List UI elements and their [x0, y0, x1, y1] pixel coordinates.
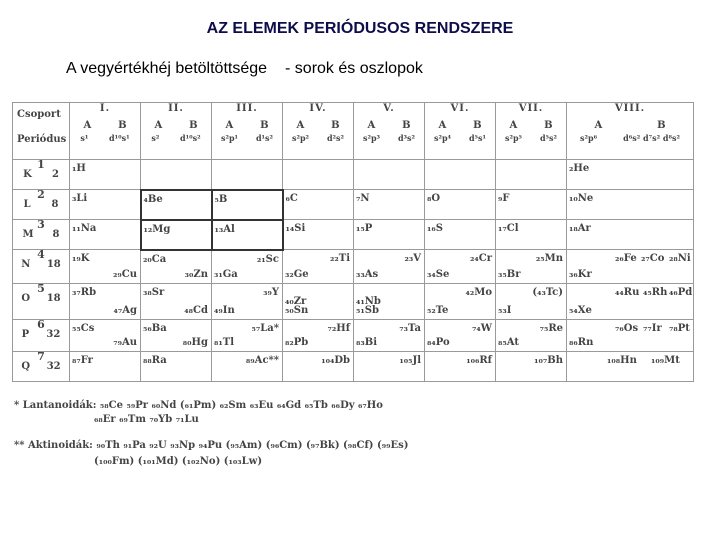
- element-Se: ₃₄Se: [427, 269, 450, 280]
- actinides-row: [14, 440, 408, 451]
- element-Ru: ₄₄Ru: [615, 287, 640, 298]
- actinides-label: ** Aktinoidák:: [14, 440, 93, 451]
- element-Mo: ₄₂Mo: [465, 287, 492, 298]
- element-Au: ₇₉Au: [113, 337, 137, 348]
- group-name: VIII.: [614, 103, 646, 114]
- lanthanides-row: [14, 400, 383, 411]
- group-b: B: [331, 120, 340, 131]
- element-Jl: ₁₀₅Jl: [399, 355, 421, 366]
- config-b: d¹s²: [255, 133, 274, 143]
- element-Ne: ₁₀Ne: [569, 193, 594, 204]
- element-Nb: ₄₁Nb: [356, 296, 381, 307]
- group-header-V: [354, 103, 425, 160]
- group-a: A: [438, 120, 447, 131]
- period-label: 7 Q 32: [13, 352, 70, 382]
- element-Ga: ₃₁Ga: [214, 269, 238, 280]
- config-a: s²p⁶: [580, 133, 598, 143]
- element-Ag: ₄₇Ag: [113, 305, 137, 316]
- element-Cr: ₂₄Cr: [470, 253, 492, 264]
- period-row-4: [13, 250, 694, 284]
- element-At: ₈₅At: [498, 337, 519, 348]
- config-b: d²s²: [326, 133, 345, 143]
- element-Hf: ₇₂Hf: [327, 323, 350, 334]
- element-Ac: ₈₉Ac**: [245, 355, 279, 366]
- periodus-label: Periódus: [17, 134, 67, 145]
- element-Cl: ₁₇Cl: [498, 223, 519, 234]
- element-Rb: ₃₇Rb: [72, 287, 97, 298]
- csoport-label: Csoport: [17, 109, 61, 120]
- element-I: ₅₃I: [498, 305, 512, 316]
- group-header-IV: [283, 103, 354, 160]
- element-Fr: ₈₇Fr: [72, 355, 93, 366]
- element-As: ₃₃As: [356, 269, 379, 280]
- period-row-1: [13, 160, 694, 190]
- element-Re: ₇₅Re: [539, 323, 563, 334]
- element-C: ₆C: [285, 193, 298, 204]
- element-Zr: ₄₀Zr: [285, 296, 307, 307]
- config-a: s²p⁵: [504, 133, 523, 143]
- lanthanides-list-1: ₅₈Ce ₅₉Pr ₆₀Nd (₆₁Pm) ₆₂Sm ₆₃Eu ₆₄Gd ₆₅Tb ₆₆Dy ₆₇Ho: [99, 400, 383, 411]
- actinides-list-2: (₁₀₀Fm) (₁₀₁Md) (₁₀₂No) (₁₀₃Lw): [94, 456, 263, 467]
- element-In: ₄₉In: [214, 305, 235, 316]
- element-Tc: (₄₃Tc): [532, 287, 563, 298]
- element-Xe: ₅₄Xe: [569, 305, 592, 316]
- config-a: s²p¹: [220, 133, 239, 143]
- config-a: s²p⁴: [433, 133, 452, 143]
- element-Y: ₃₉Y: [263, 287, 279, 298]
- config-b: d¹⁰s²: [180, 133, 201, 143]
- group-b: B: [118, 120, 127, 131]
- element-B: ₅B: [214, 193, 228, 205]
- group-b: B: [473, 120, 482, 131]
- element-Br: ₃₅Br: [498, 269, 521, 280]
- element-V: ₂₃V: [404, 253, 421, 264]
- element-O: ₈O: [427, 193, 441, 204]
- element-S: ₁₆S: [427, 223, 443, 234]
- subtitle-left: A vegyértékhéj betöltöttsége: [66, 60, 268, 77]
- config-a: s¹: [80, 133, 89, 143]
- group-name: IV.: [309, 103, 327, 114]
- element-Pd: ₄₆Pd: [669, 287, 693, 298]
- element-Kr: ₃₆Kr: [569, 269, 592, 280]
- lanthanides-label: * Lantanoidák:: [14, 400, 97, 411]
- element-Pb: ₈₂Pb: [285, 337, 309, 348]
- element-Mg: ₁₂Mg: [143, 223, 171, 235]
- group-header-VII: [496, 103, 567, 160]
- config-b: d⁶s² d⁷s² d⁸s²: [623, 133, 680, 143]
- group-name: I.: [99, 103, 111, 114]
- group-header-I: [70, 103, 141, 160]
- page-title: AZ ELEMEK PERIÓDUSOS RENDSZERE: [206, 20, 514, 37]
- element-Fe: ₂₆Fe: [615, 253, 637, 264]
- group-name: VII.: [518, 103, 544, 114]
- group-name: VI.: [450, 103, 470, 114]
- group-a: A: [367, 120, 376, 131]
- element-Rh: ₄₅Rh: [643, 287, 668, 298]
- period-row-2: [13, 190, 694, 220]
- period-row-6: [13, 320, 694, 352]
- config-a: s²: [151, 133, 160, 143]
- element-cell: [567, 160, 694, 190]
- element-Ta: ₇₃Ta: [399, 323, 421, 334]
- element-Cd: ₄₈Cd: [184, 305, 208, 316]
- element-Bi: ₈₃Bi: [356, 337, 378, 348]
- group-b: B: [657, 120, 666, 131]
- element-cell: [70, 160, 141, 190]
- element-Cs: ₅₅Cs: [72, 323, 95, 334]
- group-b: B: [544, 120, 553, 131]
- element-Na: ₁₁Na: [72, 223, 97, 234]
- element-Si: ₁₄Si: [285, 223, 306, 234]
- element-Tl: ₈₁Tl: [214, 337, 234, 348]
- periodic-table: [12, 102, 694, 382]
- lanthanides-list-2: ₆₈Er ₆₉Tm ₇₀Yb ₇₁Lu: [94, 414, 199, 425]
- group-header-III: [212, 103, 283, 160]
- group-b: B: [402, 120, 411, 131]
- element-La: ₅₇La*: [251, 323, 279, 334]
- config-b: d³s²: [397, 133, 416, 143]
- element-Cu: ₂₉Cu: [113, 269, 137, 280]
- element-Hg: ₈₀Hg: [182, 337, 208, 348]
- element-He: ₂He: [569, 163, 590, 174]
- period-label: 1 K 2: [13, 160, 70, 190]
- element-Be: ₄Be: [143, 193, 163, 205]
- element-Ni: ₂₈Ni: [669, 253, 691, 264]
- group-a: A: [296, 120, 305, 131]
- element-H: ₁H: [72, 163, 86, 174]
- group-a: A: [154, 120, 163, 131]
- config-a: s²p²: [291, 133, 310, 143]
- element-N: ₇N: [356, 193, 370, 204]
- period-label: 6 P 32: [13, 320, 70, 352]
- element-Pt: ₇₈Pt: [669, 323, 690, 334]
- element-Al: ₁₃Al: [214, 223, 235, 235]
- element-W: ₇₄W: [472, 323, 492, 334]
- element-F: ₉F: [498, 193, 510, 204]
- period-label: 3 M 8: [13, 220, 70, 250]
- group-header-VI: [425, 103, 496, 160]
- period-label: 5 O 18: [13, 284, 70, 320]
- group-name: V.: [383, 103, 395, 114]
- group-b: B: [260, 120, 269, 131]
- element-Ca: ₂₀Ca: [143, 253, 167, 265]
- element-Mn: ₂₅Mn: [535, 253, 563, 264]
- element-Ra: ₈₈Ra: [143, 355, 167, 366]
- element-Hn: ₁₀₈Hn: [607, 355, 637, 366]
- element-Co: ₂₇Co: [641, 253, 665, 264]
- config-b: d⁵s¹: [468, 133, 487, 143]
- group-a: A: [83, 120, 92, 131]
- config-a: s²p³: [362, 133, 381, 143]
- element-Mt: ₁₀₉Mt: [651, 355, 680, 366]
- element-Bh: ₁₀₇Bh: [534, 355, 563, 366]
- period-row-3: [13, 220, 694, 250]
- element-Li: ₃Li: [72, 193, 88, 204]
- element-K: ₁₉K: [72, 253, 90, 264]
- element-Rf: ₁₀₆Rf: [466, 355, 492, 366]
- element-Po: ₈₄Po: [427, 337, 450, 348]
- element-Te: ₅₂Te: [427, 305, 449, 316]
- period-label: 2 L 8: [13, 190, 70, 220]
- config-b: d⁵s²: [539, 133, 558, 143]
- element-Sc: ₂₁Sc: [256, 253, 279, 265]
- group-name: III.: [236, 103, 258, 114]
- config-b: d¹⁰s¹: [109, 133, 130, 143]
- corner-cell: [13, 103, 70, 160]
- element-Ir: ₇₇Ir: [643, 323, 662, 334]
- group-header-II: [141, 103, 212, 160]
- period-row-5: [13, 284, 694, 320]
- element-Ti: ₂₂Ti: [330, 253, 350, 264]
- actinides-list-1: ₉₀Th ₉₁Pa ₉₂U ₉₃Np ₉₄Pu (₉₅Am) (₉₆Cm) (₉₇Bk) (₉₈Cf) (₉₉Es): [96, 440, 409, 451]
- group-header-VIII: [567, 103, 694, 160]
- periodic-table-scan: [8, 100, 720, 530]
- period-label: 4 N 18: [13, 250, 70, 284]
- group-a: A: [225, 120, 234, 131]
- subtitle: [66, 60, 423, 78]
- element-Sb: ₅₁Sb: [356, 305, 379, 316]
- group-header-row: [13, 103, 694, 160]
- element-Sr: ₃₈Sr: [143, 287, 165, 298]
- group-b: B: [189, 120, 198, 131]
- element-Ba: ₅₆Ba: [143, 323, 167, 334]
- group-a: A: [509, 120, 518, 131]
- element-Os: ₇₆Os: [615, 323, 639, 334]
- element-Rn: ₈₆Rn: [569, 337, 594, 348]
- group-a: A: [594, 120, 603, 131]
- element-P: ₁₅P: [356, 223, 373, 234]
- period-row-7: [13, 352, 694, 382]
- element-Db: ₁₀₄Db: [321, 355, 350, 366]
- element-Ge: ₃₂Ge: [285, 269, 309, 280]
- element-Ar: ₁₈Ar: [569, 223, 591, 234]
- element-Sn: ₅₀Sn: [285, 305, 309, 316]
- group-name: II.: [168, 103, 184, 114]
- element-Zn: ₃₀Zn: [184, 269, 208, 280]
- subtitle-right: - sorok és oszlopok: [285, 60, 423, 77]
